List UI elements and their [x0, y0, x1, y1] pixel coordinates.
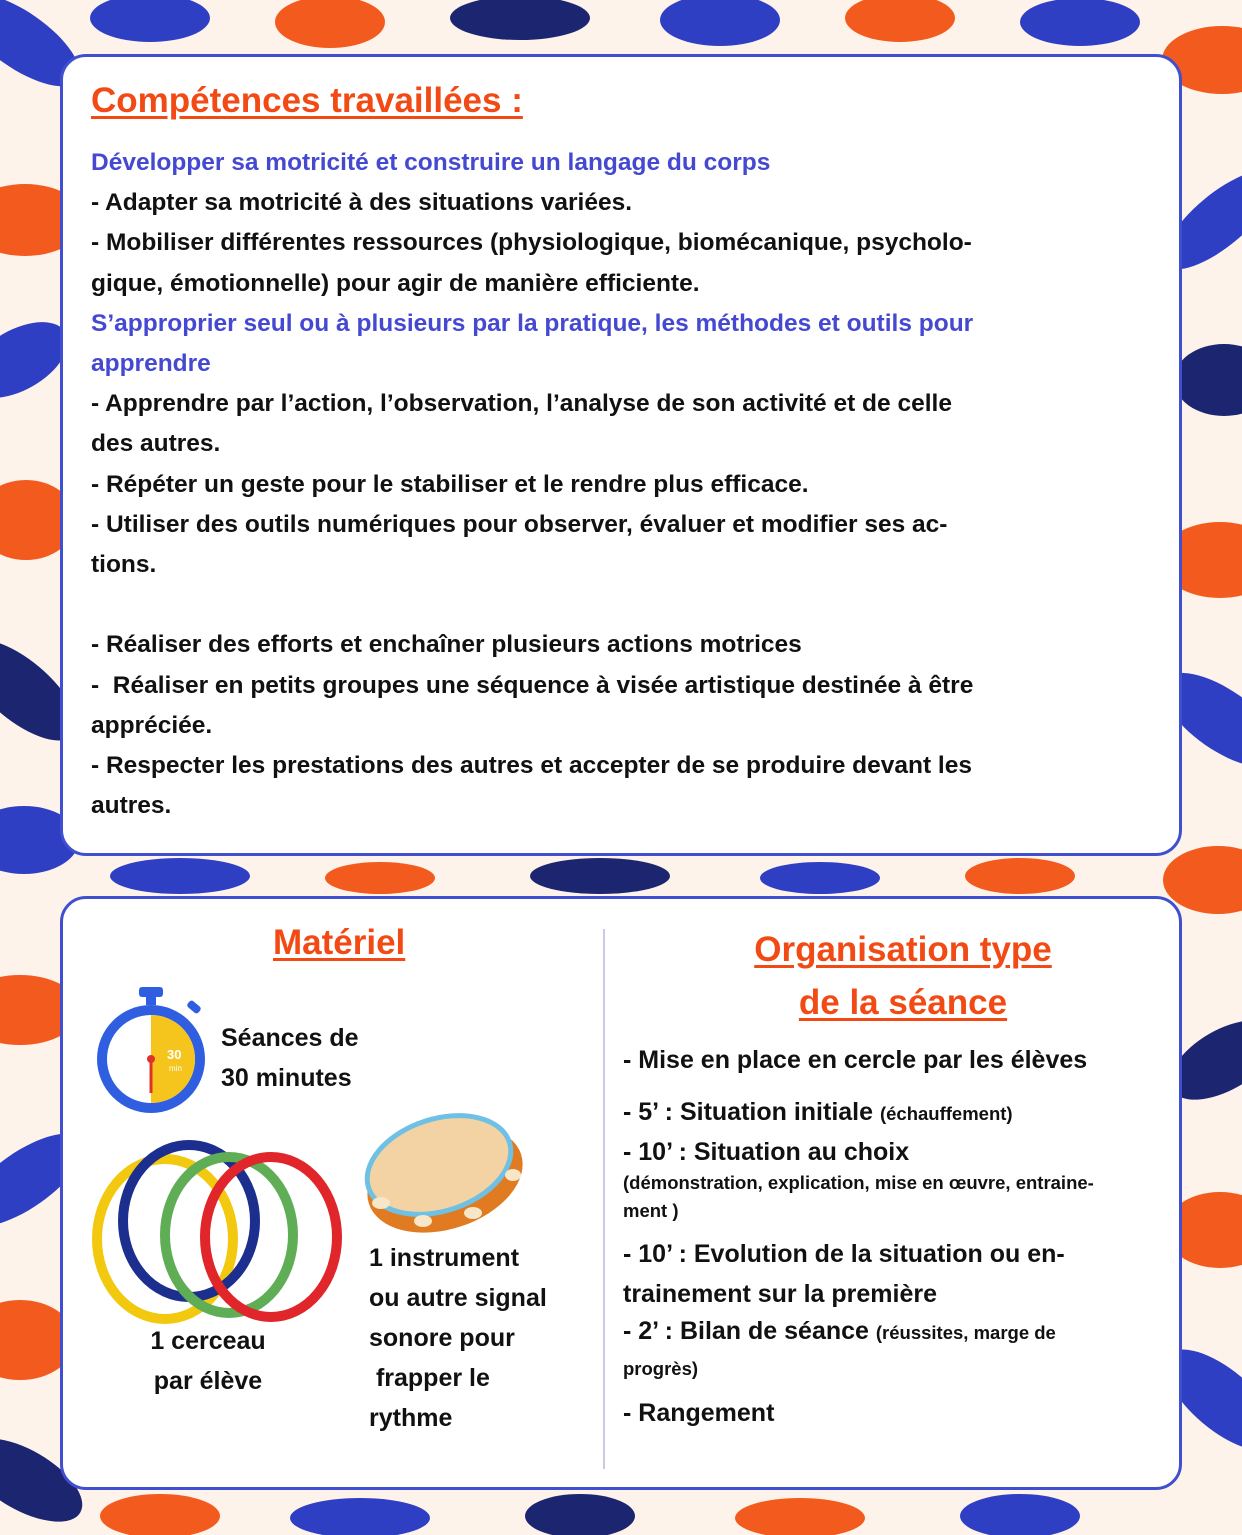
competences-list	[91, 143, 1161, 826]
organisation-title-line1: Organisation type	[754, 930, 1052, 969]
competences-card	[60, 54, 1182, 856]
tambourine-icon	[353, 1105, 533, 1235]
competence-item: - Adapter sa motricité à des situations variées.	[91, 189, 633, 217]
step-choice	[623, 1135, 1183, 1225]
step-storage: - Rangement	[623, 1399, 775, 1427]
column-divider	[603, 929, 605, 1469]
step-initial	[623, 1095, 1183, 1131]
step-evolution: - 10’ : Evolution de la situation ou en- trainement sur la première	[623, 1240, 1065, 1308]
competence-domain-heading: Développer sa motricité et construire un langage du corps	[91, 149, 771, 176]
competence-item: appréciée.	[91, 711, 213, 739]
step-initial-label: - 5’ : Situation initiale	[623, 1098, 874, 1126]
competence-item: - Apprendre par l’action, l’observation, l’analyse de son activité et de celle	[91, 390, 952, 418]
competence-item: - Répéter un geste pour le stabiliser et le rendre plus efficace.	[91, 470, 809, 498]
materiel-organisation-card	[60, 896, 1182, 1490]
organisation-title	[703, 923, 1103, 1029]
step-initial-note: (échauffement)	[879, 1103, 1013, 1124]
hoops-icon	[87, 1139, 345, 1329]
competence-item: tions.	[91, 551, 157, 579]
materiel-title: Matériel	[273, 923, 406, 962]
step-setup: - Mise en place en cercle par les élèves	[623, 1046, 1088, 1074]
instrument-description: 1 instrument ou autre signal sonore pour frapper le rythme	[369, 1244, 547, 1432]
competences-title: Compétences travaillées :	[91, 81, 523, 120]
hoop-quantity: 1 cerceau par élève	[150, 1327, 266, 1395]
step-choice-note: (démonstration, explication, mise en œuvre, entraine- ment )	[623, 1172, 1094, 1221]
timer-number: 30	[167, 1047, 182, 1062]
competence-item: des autres.	[91, 430, 221, 458]
competence-domain-heading: S’approprier seul ou à plusieurs par la pratique, les méthodes et outils pour	[91, 309, 974, 337]
competence-item	[91, 585, 1161, 625]
competence-item: - Mobiliser différentes ressources (physiologique, biomécanique, psycholo-	[91, 229, 972, 257]
competence-item: - Réaliser des efforts et enchaîner plusieurs actions motrices	[91, 631, 802, 659]
competence-item: autres.	[91, 792, 172, 820]
stopwatch-icon	[91, 985, 211, 1115]
timer-unit: min	[169, 1064, 182, 1073]
competence-item: - Réaliser en petits groupes une séquence à visée artistique destinée à être	[91, 671, 974, 699]
competence-item: gique, émotionnelle) pour agir de manière efficiente.	[91, 269, 700, 297]
step-bilan	[623, 1314, 1183, 1386]
organisation-title-line2: de la séance	[798, 983, 1008, 1022]
competence-item: - Respecter les prestations des autres et accepter de se produire devant les	[91, 752, 972, 780]
competence-domain-heading: apprendre	[91, 350, 211, 378]
step-choice-label: - 10’ : Situation au choix	[623, 1138, 910, 1166]
seances-duration: Séances de 30 minutes	[221, 1024, 359, 1092]
step-bilan-note: (réussites, marge de progrès)	[623, 1322, 1056, 1379]
competence-item: - Utiliser des outils numériques pour observer, évaluer et modifier ses ac-	[91, 510, 948, 538]
step-bilan-label: - 2’ : Bilan de séance	[623, 1317, 869, 1345]
